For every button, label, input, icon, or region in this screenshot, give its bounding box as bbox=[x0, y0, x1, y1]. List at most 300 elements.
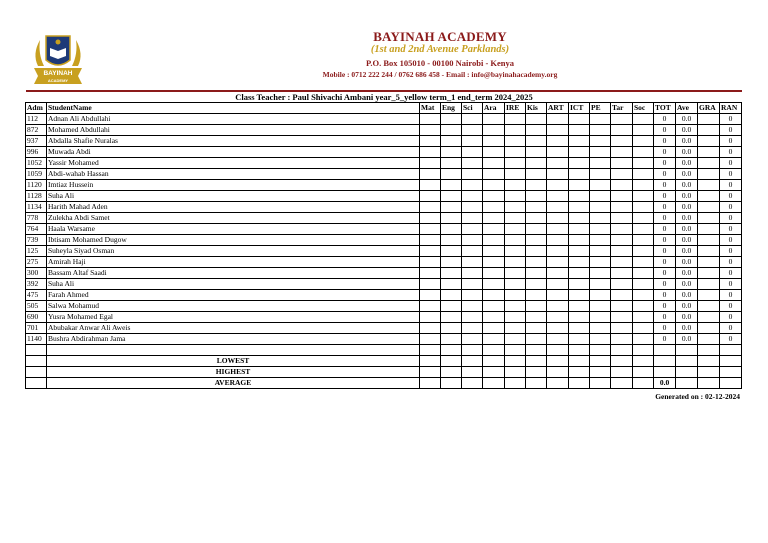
subject-score-cell bbox=[547, 367, 569, 378]
table-cell bbox=[676, 378, 698, 389]
subject-score-cell bbox=[547, 147, 569, 158]
adm-cell: 701 bbox=[26, 323, 47, 334]
table-cell bbox=[441, 345, 462, 356]
total-cell: 0 bbox=[654, 224, 676, 235]
student-name-cell: Abdalla Shafie Nuralas bbox=[47, 136, 420, 147]
subject-score-cell bbox=[590, 356, 611, 367]
subject-score-cell bbox=[483, 114, 505, 125]
subject-score-cell bbox=[569, 312, 590, 323]
subject-score-cell bbox=[505, 290, 526, 301]
subject-score-cell bbox=[505, 334, 526, 345]
average-cell: 0.0 bbox=[676, 125, 698, 136]
subject-score-cell bbox=[526, 114, 547, 125]
subject-score-cell bbox=[420, 191, 441, 202]
grade-cell bbox=[698, 257, 720, 268]
subject-score-cell bbox=[462, 356, 483, 367]
subject-score-cell bbox=[462, 114, 483, 125]
subject-score-cell bbox=[505, 235, 526, 246]
subject-score-cell bbox=[526, 235, 547, 246]
student-name-cell: Yassir Mohamed bbox=[47, 158, 420, 169]
subject-score-cell bbox=[483, 213, 505, 224]
subject-score-cell bbox=[611, 246, 633, 257]
subject-score-cell bbox=[420, 301, 441, 312]
grade-cell bbox=[698, 312, 720, 323]
subject-score-cell bbox=[547, 213, 569, 224]
subject-score-cell bbox=[611, 279, 633, 290]
adm-cell: 1134 bbox=[26, 202, 47, 213]
subject-score-cell bbox=[441, 279, 462, 290]
subject-score-cell bbox=[569, 125, 590, 136]
subject-score-cell bbox=[483, 147, 505, 158]
table-row bbox=[26, 136, 742, 147]
subject-score-cell bbox=[569, 169, 590, 180]
grade-cell bbox=[698, 202, 720, 213]
total-cell: 0 bbox=[654, 125, 676, 136]
grade-cell bbox=[698, 125, 720, 136]
subject-score-cell bbox=[611, 191, 633, 202]
column-header: Tar bbox=[611, 103, 633, 114]
subject-score-cell bbox=[462, 191, 483, 202]
grade-cell bbox=[698, 279, 720, 290]
student-name-cell: Bassam Altaf Saadi bbox=[47, 268, 420, 279]
adm-cell: 1140 bbox=[26, 334, 47, 345]
subject-score-cell bbox=[462, 301, 483, 312]
subject-score-cell bbox=[483, 334, 505, 345]
subject-score-cell bbox=[483, 367, 505, 378]
total-cell: 0 bbox=[654, 301, 676, 312]
student-name-cell: Zulekha Abdi Samet bbox=[47, 213, 420, 224]
average-cell: 0.0 bbox=[676, 290, 698, 301]
subject-score-cell bbox=[441, 334, 462, 345]
subject-score-cell bbox=[611, 312, 633, 323]
average-cell: 0.0 bbox=[676, 246, 698, 257]
grade-cell bbox=[698, 290, 720, 301]
subject-score-cell bbox=[547, 191, 569, 202]
grade-cell bbox=[698, 268, 720, 279]
grade-cell bbox=[698, 235, 720, 246]
subject-score-cell bbox=[590, 268, 611, 279]
subject-score-cell bbox=[611, 180, 633, 191]
subject-score-cell bbox=[505, 158, 526, 169]
subject-score-cell bbox=[420, 279, 441, 290]
subject-score-cell bbox=[420, 235, 441, 246]
subject-score-cell bbox=[462, 202, 483, 213]
rank-cell: 0 bbox=[720, 114, 742, 125]
subject-score-cell bbox=[547, 224, 569, 235]
student-name-cell: Suha Ali bbox=[47, 191, 420, 202]
adm-cell: 475 bbox=[26, 290, 47, 301]
subject-score-cell bbox=[505, 312, 526, 323]
subject-score-cell bbox=[590, 169, 611, 180]
subject-score-cell bbox=[526, 136, 547, 147]
average-cell: 0.0 bbox=[676, 224, 698, 235]
column-header: GRA bbox=[698, 103, 720, 114]
subject-score-cell bbox=[420, 334, 441, 345]
subject-score-cell bbox=[483, 158, 505, 169]
subject-score-cell bbox=[441, 235, 462, 246]
subject-score-cell bbox=[526, 356, 547, 367]
subject-score-cell bbox=[569, 147, 590, 158]
subject-score-cell bbox=[547, 158, 569, 169]
average-cell: 0.0 bbox=[676, 191, 698, 202]
subject-score-cell bbox=[611, 367, 633, 378]
summary-total: 0.0 bbox=[654, 378, 676, 389]
subject-score-cell bbox=[633, 114, 654, 125]
subject-score-cell bbox=[483, 202, 505, 213]
subject-score-cell bbox=[590, 180, 611, 191]
table-cell bbox=[698, 378, 720, 389]
student-name-cell: Imtiaz Hussein bbox=[47, 180, 420, 191]
subject-score-cell bbox=[590, 158, 611, 169]
subject-score-cell bbox=[441, 147, 462, 158]
rank-cell: 0 bbox=[720, 268, 742, 279]
subject-score-cell bbox=[483, 312, 505, 323]
column-header: TOT bbox=[654, 103, 676, 114]
table-row bbox=[26, 180, 742, 191]
subject-score-cell bbox=[569, 191, 590, 202]
total-cell: 0 bbox=[654, 213, 676, 224]
subject-score-cell bbox=[547, 235, 569, 246]
column-header: Mat bbox=[420, 103, 441, 114]
subject-score-cell bbox=[633, 312, 654, 323]
subject-score-cell bbox=[611, 268, 633, 279]
subject-score-cell bbox=[505, 147, 526, 158]
table-row bbox=[26, 334, 742, 345]
subject-score-cell bbox=[526, 279, 547, 290]
summary-total bbox=[654, 356, 676, 367]
total-cell: 0 bbox=[654, 202, 676, 213]
subject-score-cell bbox=[462, 235, 483, 246]
subject-score-cell bbox=[526, 224, 547, 235]
student-name-cell: Yusra Mohamed Egal bbox=[47, 312, 420, 323]
subject-score-cell bbox=[611, 213, 633, 224]
adm-cell: 1059 bbox=[26, 169, 47, 180]
subject-score-cell bbox=[590, 136, 611, 147]
subject-score-cell bbox=[526, 257, 547, 268]
subject-score-cell bbox=[547, 323, 569, 334]
total-cell: 0 bbox=[654, 290, 676, 301]
table-row bbox=[26, 191, 742, 202]
table-row bbox=[26, 246, 742, 257]
rank-cell: 0 bbox=[720, 290, 742, 301]
subject-score-cell bbox=[611, 114, 633, 125]
subject-score-cell bbox=[505, 224, 526, 235]
subject-score-cell bbox=[633, 323, 654, 334]
subject-score-cell bbox=[526, 213, 547, 224]
total-cell: 0 bbox=[654, 312, 676, 323]
average-cell: 0.0 bbox=[676, 334, 698, 345]
subject-score-cell bbox=[547, 279, 569, 290]
subject-score-cell bbox=[483, 323, 505, 334]
subject-score-cell bbox=[633, 301, 654, 312]
adm-cell: 778 bbox=[26, 213, 47, 224]
subject-score-cell bbox=[420, 125, 441, 136]
subject-score-cell bbox=[590, 125, 611, 136]
adm-cell: 275 bbox=[26, 257, 47, 268]
subject-score-cell bbox=[420, 246, 441, 257]
subject-score-cell bbox=[462, 158, 483, 169]
subject-score-cell bbox=[441, 246, 462, 257]
subject-score-cell bbox=[547, 246, 569, 257]
student-name-cell: Amirah Haji bbox=[47, 257, 420, 268]
table-header-row bbox=[26, 103, 742, 114]
rank-cell: 0 bbox=[720, 169, 742, 180]
logo-text-main: BAYINAH bbox=[43, 70, 73, 77]
subject-score-cell bbox=[441, 367, 462, 378]
subject-score-cell bbox=[590, 191, 611, 202]
subject-score-cell bbox=[569, 323, 590, 334]
subject-score-cell bbox=[420, 323, 441, 334]
subject-score-cell bbox=[547, 312, 569, 323]
grade-cell bbox=[698, 334, 720, 345]
subject-score-cell bbox=[633, 367, 654, 378]
star-icon bbox=[56, 40, 61, 45]
summary-label: LOWEST bbox=[47, 356, 420, 367]
subject-score-cell bbox=[611, 158, 633, 169]
average-cell: 0.0 bbox=[676, 323, 698, 334]
subject-score-cell bbox=[505, 213, 526, 224]
adm-cell: 392 bbox=[26, 279, 47, 290]
subject-score-cell bbox=[420, 367, 441, 378]
subject-score-cell bbox=[633, 147, 654, 158]
subject-score-cell bbox=[483, 125, 505, 136]
subject-score-cell bbox=[462, 279, 483, 290]
subject-score-cell bbox=[526, 125, 547, 136]
table-cell bbox=[547, 345, 569, 356]
subject-score-cell bbox=[441, 136, 462, 147]
total-cell: 0 bbox=[654, 334, 676, 345]
table-row bbox=[26, 213, 742, 224]
table-cell bbox=[698, 356, 720, 367]
subject-score-cell bbox=[483, 378, 505, 389]
subject-score-cell bbox=[505, 367, 526, 378]
table-cell bbox=[698, 367, 720, 378]
subject-score-cell bbox=[569, 180, 590, 191]
subject-score-cell bbox=[547, 378, 569, 389]
subject-score-cell bbox=[505, 202, 526, 213]
adm-cell: 112 bbox=[26, 114, 47, 125]
school-address: (1st and 2nd Avenue Parklands) bbox=[370, 44, 510, 55]
rank-cell: 0 bbox=[720, 301, 742, 312]
subject-score-cell bbox=[462, 334, 483, 345]
subject-score-cell bbox=[569, 279, 590, 290]
subject-score-cell bbox=[441, 268, 462, 279]
subject-score-cell bbox=[483, 224, 505, 235]
subject-score-cell bbox=[420, 224, 441, 235]
subject-score-cell bbox=[569, 246, 590, 257]
adm-cell: 739 bbox=[26, 235, 47, 246]
total-cell: 0 bbox=[654, 147, 676, 158]
subject-score-cell bbox=[441, 191, 462, 202]
subject-score-cell bbox=[462, 169, 483, 180]
subject-score-cell bbox=[441, 323, 462, 334]
subject-score-cell bbox=[483, 279, 505, 290]
student-name-cell: Haala Warsame bbox=[47, 224, 420, 235]
subject-score-cell bbox=[547, 202, 569, 213]
subject-score-cell bbox=[611, 378, 633, 389]
subject-score-cell bbox=[441, 202, 462, 213]
column-header: Sci bbox=[462, 103, 483, 114]
subject-score-cell bbox=[569, 301, 590, 312]
subject-score-cell bbox=[611, 136, 633, 147]
subject-score-cell bbox=[441, 290, 462, 301]
table-row bbox=[26, 125, 742, 136]
subject-score-cell bbox=[441, 356, 462, 367]
total-cell: 0 bbox=[654, 169, 676, 180]
subject-score-cell bbox=[611, 202, 633, 213]
adm-cell: 1120 bbox=[26, 180, 47, 191]
subject-score-cell bbox=[526, 378, 547, 389]
average-cell: 0.0 bbox=[676, 158, 698, 169]
subject-score-cell bbox=[441, 257, 462, 268]
subject-score-cell bbox=[633, 334, 654, 345]
subject-score-cell bbox=[505, 169, 526, 180]
table-row bbox=[26, 301, 742, 312]
subject-score-cell bbox=[420, 268, 441, 279]
student-name-cell: Abdi-wahab Hassan bbox=[47, 169, 420, 180]
column-header: Adm bbox=[26, 103, 47, 114]
subject-score-cell bbox=[462, 213, 483, 224]
subject-score-cell bbox=[569, 235, 590, 246]
subject-score-cell bbox=[569, 224, 590, 235]
column-header: Ave bbox=[676, 103, 698, 114]
table-row bbox=[26, 169, 742, 180]
average-cell: 0.0 bbox=[676, 114, 698, 125]
subject-score-cell bbox=[505, 378, 526, 389]
subject-score-cell bbox=[483, 301, 505, 312]
grade-cell bbox=[698, 224, 720, 235]
table-cell bbox=[26, 367, 47, 378]
subject-score-cell bbox=[420, 158, 441, 169]
subject-score-cell bbox=[526, 147, 547, 158]
subject-score-cell bbox=[505, 279, 526, 290]
subject-score-cell bbox=[633, 356, 654, 367]
total-cell: 0 bbox=[654, 180, 676, 191]
subject-score-cell bbox=[590, 257, 611, 268]
subject-score-cell bbox=[547, 125, 569, 136]
subject-score-cell bbox=[441, 378, 462, 389]
total-cell: 0 bbox=[654, 257, 676, 268]
subject-score-cell bbox=[590, 147, 611, 158]
table-cell bbox=[26, 356, 47, 367]
column-header: StudentName bbox=[47, 103, 420, 114]
subject-score-cell bbox=[526, 290, 547, 301]
average-cell: 0.0 bbox=[676, 301, 698, 312]
average-cell: 0.0 bbox=[676, 213, 698, 224]
table-cell bbox=[720, 356, 742, 367]
subject-score-cell bbox=[420, 378, 441, 389]
rank-cell: 0 bbox=[720, 180, 742, 191]
table-cell bbox=[590, 345, 611, 356]
subject-score-cell bbox=[633, 378, 654, 389]
subject-score-cell bbox=[547, 180, 569, 191]
rank-cell: 0 bbox=[720, 191, 742, 202]
subject-score-cell bbox=[590, 290, 611, 301]
generated-date: Generated on : 02-12-2024 bbox=[655, 392, 740, 401]
subject-score-cell bbox=[547, 334, 569, 345]
subject-score-cell bbox=[569, 367, 590, 378]
subject-score-cell bbox=[590, 202, 611, 213]
subject-score-cell bbox=[526, 169, 547, 180]
subject-score-cell bbox=[611, 356, 633, 367]
logo-text-sub: ACADEMY bbox=[47, 78, 69, 83]
summary-total bbox=[654, 367, 676, 378]
subject-score-cell bbox=[547, 136, 569, 147]
school-po-box: P.O. Box 105010 - 00100 Nairobi - Kenya bbox=[365, 58, 515, 68]
table-row bbox=[26, 147, 742, 158]
grade-cell bbox=[698, 136, 720, 147]
subject-score-cell bbox=[420, 202, 441, 213]
subject-score-cell bbox=[590, 378, 611, 389]
student-name-cell: Ibtisam Mohamed Dugow bbox=[47, 235, 420, 246]
rank-cell: 0 bbox=[720, 125, 742, 136]
total-cell: 0 bbox=[654, 136, 676, 147]
subject-score-cell bbox=[462, 224, 483, 235]
total-cell: 0 bbox=[654, 323, 676, 334]
table-cell bbox=[462, 345, 483, 356]
rank-cell: 0 bbox=[720, 202, 742, 213]
adm-cell: 690 bbox=[26, 312, 47, 323]
table-row bbox=[26, 257, 742, 268]
rank-cell: 0 bbox=[720, 158, 742, 169]
subject-score-cell bbox=[462, 367, 483, 378]
subject-score-cell bbox=[483, 246, 505, 257]
subject-score-cell bbox=[526, 158, 547, 169]
average-cell: 0.0 bbox=[676, 180, 698, 191]
subject-score-cell bbox=[547, 301, 569, 312]
subject-score-cell bbox=[611, 147, 633, 158]
adm-cell: 505 bbox=[26, 301, 47, 312]
subject-score-cell bbox=[462, 180, 483, 191]
rank-cell: 0 bbox=[720, 279, 742, 290]
adm-cell: 937 bbox=[26, 136, 47, 147]
rank-cell: 0 bbox=[720, 147, 742, 158]
subject-score-cell bbox=[505, 246, 526, 257]
table-cell bbox=[26, 378, 47, 389]
student-name-cell: Suheyla Siyad Osman bbox=[47, 246, 420, 257]
total-cell: 0 bbox=[654, 279, 676, 290]
adm-cell: 125 bbox=[26, 246, 47, 257]
subject-score-cell bbox=[526, 312, 547, 323]
subject-score-cell bbox=[590, 224, 611, 235]
summary-label: HIGHEST bbox=[47, 367, 420, 378]
column-header: Kis bbox=[526, 103, 547, 114]
subject-score-cell bbox=[441, 180, 462, 191]
average-cell: 0.0 bbox=[676, 279, 698, 290]
subject-score-cell bbox=[420, 356, 441, 367]
table-cell bbox=[483, 345, 505, 356]
subject-score-cell bbox=[420, 180, 441, 191]
subject-score-cell bbox=[483, 257, 505, 268]
subject-score-cell bbox=[483, 180, 505, 191]
subject-score-cell bbox=[462, 268, 483, 279]
student-name-cell: Mohamed Abdullahi bbox=[47, 125, 420, 136]
average-cell: 0.0 bbox=[676, 312, 698, 323]
subject-score-cell bbox=[441, 125, 462, 136]
subject-score-cell bbox=[633, 268, 654, 279]
grade-cell bbox=[698, 169, 720, 180]
subject-score-cell bbox=[526, 268, 547, 279]
grade-cell bbox=[698, 301, 720, 312]
subject-score-cell bbox=[526, 191, 547, 202]
subject-score-cell bbox=[611, 224, 633, 235]
school-contact: Mobile : 0712 222 244 / 0762 686 458 - Email : info@bayinahacademy.org bbox=[322, 70, 558, 79]
subject-score-cell bbox=[611, 290, 633, 301]
table-cell bbox=[26, 345, 47, 356]
subject-score-cell bbox=[633, 180, 654, 191]
subject-score-cell bbox=[483, 169, 505, 180]
grade-cell bbox=[698, 158, 720, 169]
